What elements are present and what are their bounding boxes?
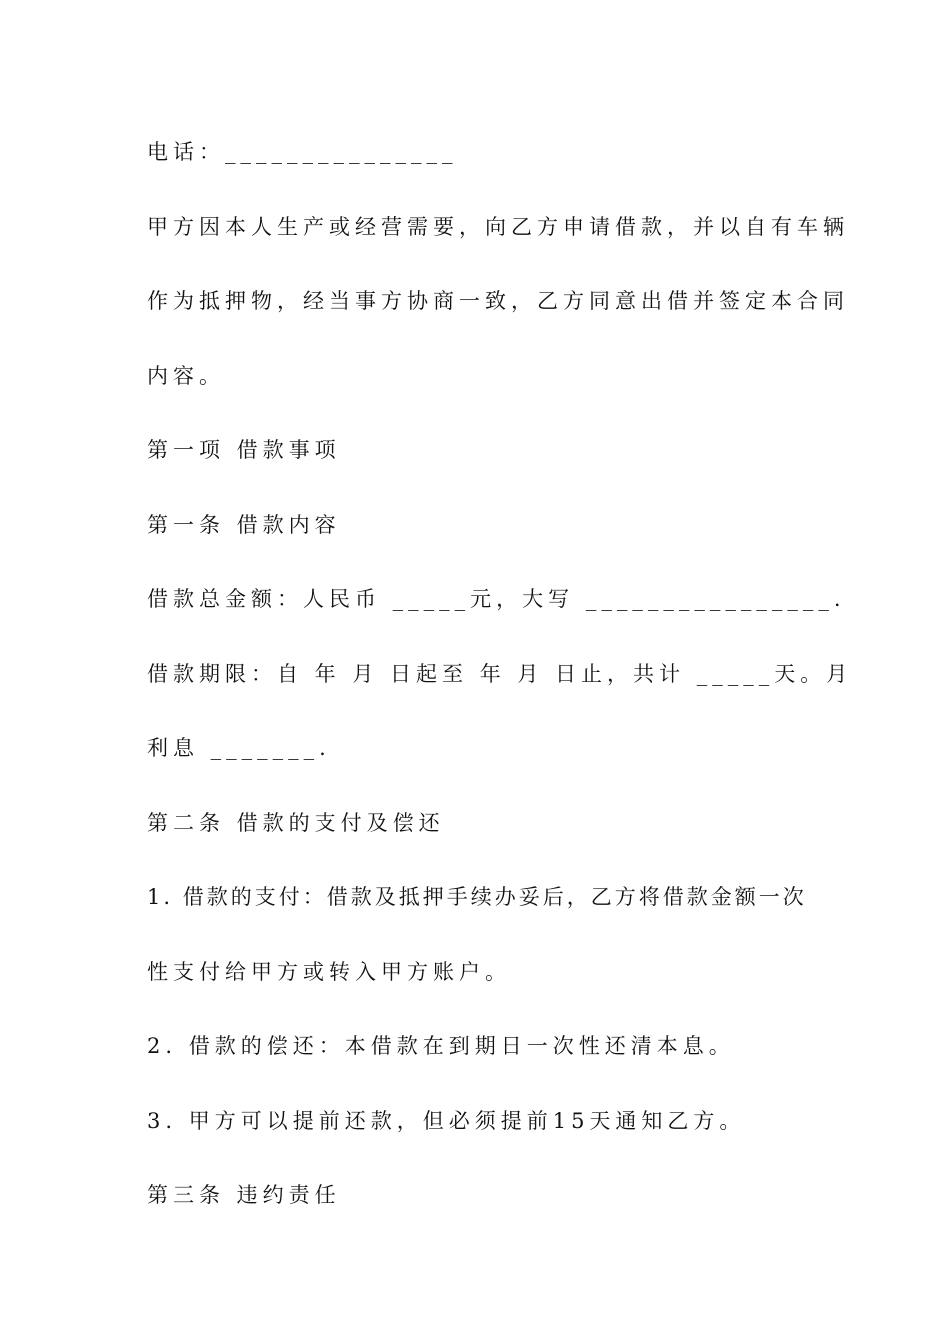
paragraph-line: 内容。 (147, 363, 225, 388)
article-heading: 第二条 借款的支付及偿还 (147, 810, 445, 835)
interest-line: 利息 _______. (147, 736, 331, 760)
loan-amount-line: 借款总金额：人民币 _____元，大写 ________________. (147, 587, 846, 611)
clause-line: 性支付给甲方或转入甲方账户。 (147, 959, 511, 984)
clause-line: 3. 甲方可以提前还款，但必须提前15天通知乙方。 (147, 1108, 746, 1133)
section-heading: 第一项 借款事项 (147, 438, 341, 462)
paragraph-line: 甲方因本人生产或经营需要，向乙方申请借款，并以自有车辆 (147, 214, 849, 239)
phone-line: 电话：_______________ (147, 140, 458, 164)
clause-line: 1. 借款的支付：借款及抵押手续办妥后，乙方将借款金额一次 (147, 885, 807, 909)
clause-line: 2. 借款的偿还：本借款在到期日一次性还清本息。 (147, 1034, 735, 1058)
loan-term-line: 借款期限：自 年 月 日起至 年 月 日止，共计 _____天。月 (147, 661, 853, 686)
document-page (147, 134, 853, 1252)
paragraph-line: 作为抵押物，经当事方协商一致，乙方同意出借并签定本合同 (147, 289, 849, 313)
article-heading: 第三条 违约责任 (147, 1183, 341, 1207)
article-heading: 第一条 借款内容 (147, 512, 341, 537)
